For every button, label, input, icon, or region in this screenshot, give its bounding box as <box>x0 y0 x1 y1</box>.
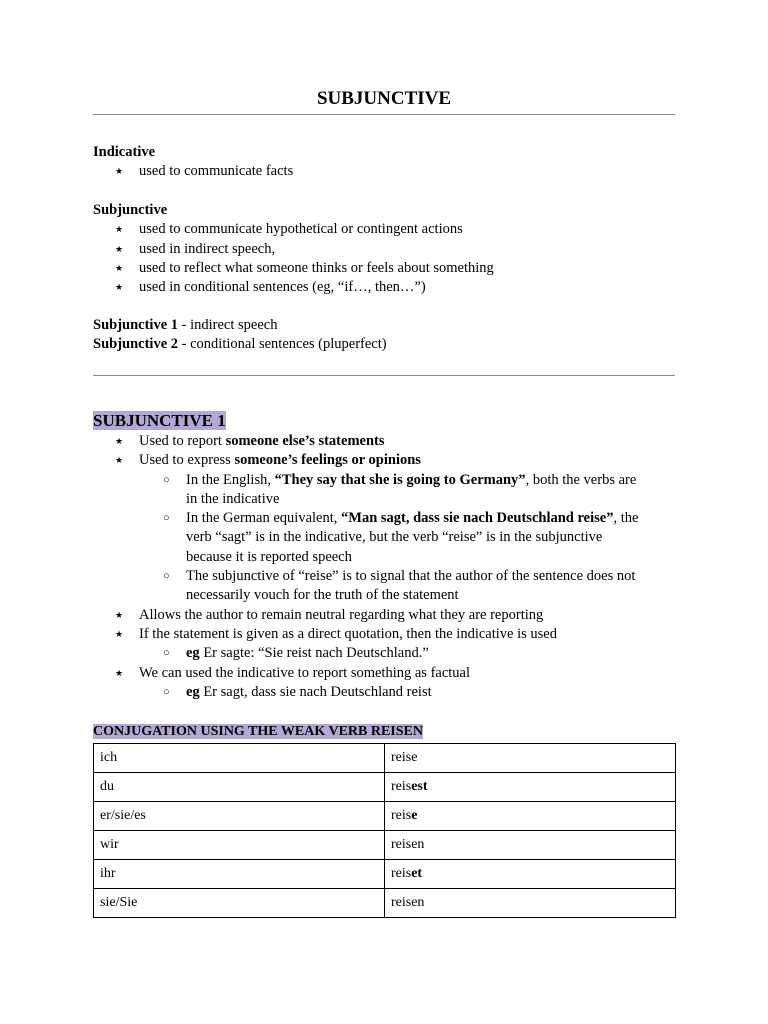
pronoun-cell: ich <box>94 744 385 773</box>
circle-bullet-icon: ○ <box>163 647 170 660</box>
star-bullet-icon: ★ <box>115 609 124 620</box>
verb-form-cell: reisen <box>385 889 676 918</box>
list-item: ★ We can used the indicative to report something as factual <box>93 664 683 683</box>
list-item: ★ If the statement is given as a direct quotation, then the indicative is used <box>93 625 683 644</box>
star-bullet-icon: ★ <box>115 436 124 446</box>
sub-list-item: ○ The subjunctive of “reise” is to signal that the author of the sentence does not necessarily vouch for the truth of the statement <box>163 568 636 604</box>
list-item: ★ Allows the author to remain neutral regarding what they are reporting <box>93 606 683 625</box>
circle-bullet-icon: ○ <box>163 512 170 525</box>
list-item: ★ used in conditional sentences (eg, “if…, then…”) <box>93 278 683 297</box>
table-row <box>94 831 676 860</box>
indicative-heading: Indicative <box>93 144 156 160</box>
subjunctive-section <box>93 201 683 297</box>
verb-form-cell: reisest <box>385 773 676 802</box>
star-bullet-icon: ★ <box>115 455 124 466</box>
table-row <box>94 773 676 802</box>
subjunctive-heading: Subjunctive <box>93 202 168 218</box>
pronoun-cell: sie/Sie <box>94 889 385 918</box>
circle-bullet-icon: ○ <box>163 685 170 698</box>
sub-list-item: ○ eg Er sagt, dass sie nach Deutschland reist <box>93 683 683 702</box>
subjunctive-1-section <box>93 410 683 702</box>
table-row <box>94 744 676 773</box>
star-bullet-icon: ★ <box>115 628 124 639</box>
pronoun-cell: ihr <box>94 860 385 889</box>
list-item: ★ used to communicate facts <box>93 162 683 181</box>
list-item: ★ Used to report someone else’s statements <box>93 432 683 451</box>
section-divider <box>93 375 675 376</box>
verb-form-cell: reise <box>385 744 676 773</box>
list-item: ★ used in indirect speech, <box>93 240 683 259</box>
sub-list-item: ○ eg Er sagte: “Sie reist nach Deutschland.” <box>93 644 683 663</box>
sub-list-item: ○ In the English, “They say that she is going to Germany”, both the verbs are in the indicative <box>163 471 637 507</box>
star-bullet-icon: ★ <box>115 166 124 177</box>
verb-form-cell: reisen <box>385 831 676 860</box>
indicative-section <box>93 143 683 182</box>
conjugation-heading: CONJUGATION USING THE WEAK VERB REISEN <box>93 724 423 739</box>
pronoun-cell: er/sie/es <box>94 802 385 831</box>
verb-form-cell: reiset <box>385 860 676 889</box>
list-item: ★ used to communicate hypothetical or contingent actions <box>93 220 683 239</box>
list-item: ★ Used to express someone’s feelings or opinions <box>93 451 683 470</box>
star-bullet-icon: ★ <box>115 262 124 273</box>
sub-list-item: ○ In the German equivalent, “Man sagt, dass sie nach Deutschland reise”, the verb “sagt” is in the indicative, but the verb “reise” is in the subjunctive because it is reported speech <box>163 510 639 565</box>
definitions <box>93 316 683 355</box>
page-title: SUBJUNCTIVE <box>316 88 452 109</box>
table-row <box>94 889 676 918</box>
star-bullet-icon: ★ <box>115 243 124 254</box>
conjugation-table <box>93 743 676 918</box>
pronoun-cell: wir <box>94 831 385 860</box>
verb-form-cell: reise <box>385 802 676 831</box>
section-heading: SUBJUNCTIVE 1 <box>93 411 226 430</box>
circle-bullet-icon: ○ <box>163 570 170 583</box>
definition-subjunctive-1: Subjunctive 1 - indirect speech <box>93 317 278 333</box>
table-row <box>94 802 676 831</box>
definition-subjunctive-2: Subjunctive 2 - conditional sentences (pluperfect) <box>93 336 387 353</box>
circle-bullet-icon: ○ <box>163 473 170 486</box>
table-row <box>94 860 676 889</box>
star-bullet-icon: ★ <box>115 282 124 293</box>
list-item: ★ used to reflect what someone thinks or feels about something <box>93 259 683 278</box>
title-divider <box>93 114 675 115</box>
star-bullet-icon: ★ <box>115 667 124 678</box>
pronoun-cell: du <box>94 773 385 802</box>
star-bullet-icon: ★ <box>115 224 124 235</box>
